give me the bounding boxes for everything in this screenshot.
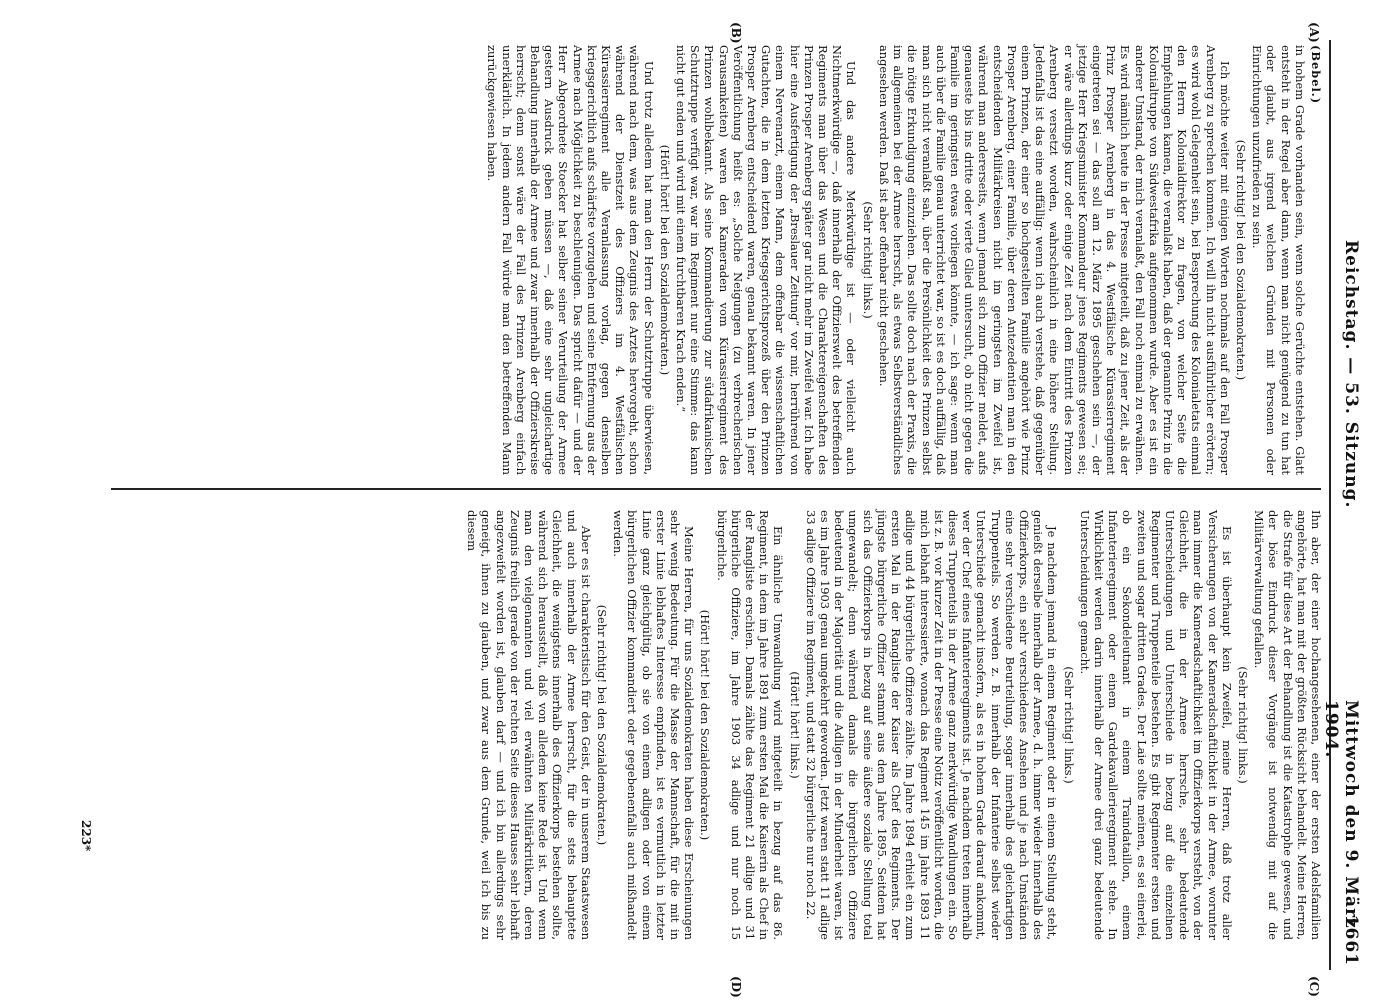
margin-marker-a: (A) (1307, 22, 1321, 43)
paragraph: Es ist überhaupt kein Zweifel, meine Herren, daß trotz aller Versicherungen von der Kameradschaftlichkeit in der Armee, worunter man immer die Kameradschaftlichkeit im Offizierkorps versteht, von der Gleichheit, die in der Armee herrsche, sehr bedeutende Unterscheidungen und Unterschiede in bezug auf die einzelnen Regimenter und Truppenteile bestehen. Es gibt Regimenter ersten und zweiten und sogar dritten Grades. Der Laie sollte meinen, es sei einerlei, ob ein Sekondeleutnant in einem Traindataillon, einem Infanterieregiment oder einem Gardekavallerieregiment stehe. In Wirklichkeit werden darin innerhalb der Armee drei ganz bedeutende Unterscheidungen gemacht. (1077, 510, 1234, 940)
interjection: (Sehr richtig! links.) (1061, 666, 1076, 784)
margin-marker-d: (D) (729, 976, 743, 998)
paragraph: Und trotz alledem hat man den Herrn der Schutztruppe überwiesen, während nach dem, was aus dem Zeugnis des Arztes hervorgeht, schon während der Dienstzeit des Offiziers im 4. Westfälischen Kürassierregiment alle Veranlassung vorlag, gegen denselben kriegsgerichtlich aufs schärfste vorzugehen und seine Entfernung aus der Armee nach Möglichkeit zu beschleunigen. Das spricht dafür — und der Herr Abgeordnete Stoecker hat selber seiner Verurteilung der Armee gestern Ausdruck geben müssen —, daß eine sehr ungleichartige Behandlung innerhalb der Armee und zwar innerhalb der Offizierskreise herrscht; denn sonst wäre der Fall des Prinzen Arenberg einfach unerklärlich. In jedem andern Fall würde man den betreffenden Mann zurückgewiesen haben. (485, 45, 656, 475)
paragraph: Aber es ist charakteristisch für den Geist, der in unserem Staatswesen und auch innerhalb der Armee herrscht, für die stets behauptete Gleichheit, die wenigstens innerhalb des Offizierkorps bestehen sollte, während sich herausstellt, daß von alledem keine Rede ist. Und wenn man den vielgenannten und viel erwähnten Militärkritikern, deren Zeugnis freilich gerade von der rechten Seite dieses Hauses sehr lebhaft angezweifelt worden ist, glauben darf — und ich bin allerdings sehr geneigt, ihnen zu glauben, und zwar aus dem Grunde, weil ich bis zu diesem (465, 510, 593, 940)
header-session-title: Reichstag. — 53. Sitzung. (1341, 240, 1361, 509)
interjection: (Hört! hört! bei den Sozialdemokraten.) (657, 144, 672, 376)
page-header (1321, 40, 1371, 970)
header-page-number: 1661 (1341, 914, 1361, 966)
paragraph: Ihn aber, der einer hochangesehenen, einer der ersten Adelsfamilien angehörte, hat man mit der größten Rücksicht behandelt. Meine Herren, die Strafe für diese Art der Behandlung ist die Katastrophe gewesen, und der böse Eindruck dieser Vorgänge ist notwendig mit auf die Militärverwaltung gefallen. (1252, 510, 1323, 940)
header-date: Mittwoch den 9. März 1904. (1321, 700, 1361, 929)
paragraph: Ein ähnliche Umwandlung wird mitgeteilt in bezug auf das 86. Regiment, in dem im Jahre 1891 zum ersten Mal die Kaiserin als Chef in der Rangliste erschien. Damals zählte das Regiment 21 adlige und 31 bürgerliche Offiziere, im Jahre 1903 34 adlige und nur noch 15 bürgerliche. (714, 510, 786, 940)
right-text-column (103, 510, 1323, 940)
signature-mark: 223* (79, 820, 93, 852)
interjection: (Sehr richtig! links.) (860, 201, 875, 319)
interjection: (Sehr richtig! bei den Sozialdemokraten.) (595, 604, 610, 846)
interjection: (Sehr richtig! links.) (1235, 666, 1250, 784)
paragraph: Je nachdem jemand in einem Regiment oder in einem Stellung steht, genießt derselbe innerhalb der Armee, d. h. immer wieder innerhalb des Offizierkorps, ein sehr verschiedenes Ansehen und je nach Umständen eine sehr verschiedene Beurteilung, sogar innerhalb des gleichartigen Truppenteils. So werden z. B. innerhalb der Infanterie selbst wieder Unterschiede gemacht insofern, als es in hohem Grade darauf ankommt, wer der Chef eines Infanterieregiments ist. Je nachdem treten innerhalb dieses Truppenteils in der Armee ganz merkwürdige Wandlungen ein. So ist z. B. vor kurzer Zeit in der Presse eine Notiz veröffentlicht worden, die mich lebhaft interessierte, wonach das Regiment 145 im Jahre 1893 11 adlige und 44 bürgerliche Offiziere zählte. Im Jahre 1894 erhielt ein zum ersten Mal in der Rangliste der Kaiser als Chef des Regiments. Der jüngste bürgerliche Offizier stammt aus dem Jahre 1895. Seitdem hat sich das Offizierkorps in bezug auf seine äußere soziale Stellung total umgewandelt; denn während damals die bürgerlichen Offiziere bedeutend in der Majorität und die Adligen in der Minderheit waren, ist es im Jahre 1903 genau umgekehrt geworden. Jetzt waren statt 11 adlige 33 adlige Offiziere im Regiment, und statt 32 bürgerliche nur noch 22. (803, 510, 1060, 940)
margin-marker-c: (C) (1307, 976, 1321, 997)
interjection: (Sehr richtig! bei den Sozialdemokraten.) (1233, 139, 1248, 381)
left-text-column (103, 45, 1323, 475)
column-divider (111, 488, 1321, 490)
speaker-name: (Bebel.) (1309, 45, 1323, 105)
interjection: (Hört! hört! bei den Sozialdemokraten.) (698, 609, 713, 841)
paragraph: Und das andere Merkwürdige ist — oder vielleicht auch Nichtmerkwürdige —, daß innerhalb der Offizierswelt des betreffenden Regiments man über das Wesen und die Charaktereigenschaften des Prinzen Prosper Arenberg später gar nicht mehr im Zweifel war. Ich habe hier eine Ausfertigung der „Breslauer Zeitung“ vor mir, herrührend von einem Nervenarzt, einem Mann, dem offenbar die wissenschaftlichen Gutachten, die in dem letzten Kriegsgerichtsprozeß über den Prinzen Prosper Arenberg entscheidend waren, genau bekannt waren. In jener Veröffentlichung heißt es: „Solche Neigungen (zu verbrecherischen Grausamkeiten) waren den Kameraden vom Kürassierregiment des Prinzen wohlbekannt. Als seine Kommandierung zur südafrikanischen Schutztruppe verfügt war, war im Regiment nur eine Stimme: das kann nicht gut enden und wird mit einem furchtbaren Krach enden.“ (674, 45, 859, 475)
paragraph: Meine Herren, für uns Sozialdemokraten haben diese Erscheinungen sehr wenig Bedeutung. Für die Masse der Mannschaft, für die mit in erster Linie lebhaftes Interesse empfinden, ist es vermutlich in letzter Linie ganz gleichgültig, ob sie von einem adligen oder von einem bürgerlichen Offizier kommandiert oder gegebenenfalls auch mißhandelt werden. (611, 510, 697, 940)
paragraph: Ich möchte weiter mit einigen Worten nochmals auf den Fall Prosper Arenberg zu sprechen kommen. Ich will ihn nicht ausführlicher erörtern; es wird wohl Gelegenheit sein, bei Besprechung des Kolonialetats einmal den Herrn Kolonialdirektor zu fragen, von welcher Seite die Empfehlungen kamen, die veranlaßt haben, daß der genannte Prinz in die Kolonialtruppe von Südwestafrika aufgenommen wurde. Aber es ist ein anderer Umstand, der mich veranlaßt, den Fall noch einmal zu erwähnen. Es wird nämlich heute in der Presse mitgeteilt, daß zu jener Zeit, als der Prinz Prosper Arenberg in das 4. Westfälische Kürassierregiment eingetreten sei — das soll am 12. März 1895 geschehen sein —, der jetzige Herr Kriegsminister Kommandeur jenes Regiments gewesen sei; er wäre allerdings kurz oder einige Zeit nach dem Eintritt des Prinzen Arenberg versetzt worden, wahrscheinlich in eine höhere Stellung. Jedenfalls ist das eine auffällig: wenn ich auch verstehe, daß gegenüber einem Prinzen, der einer so hochgestellten Familie angehört wie Prinz Prosper Arenberg, einer Familie, über deren Antezedentien man in den entscheidenden Militärkreisen nicht im geringsten im Zweifel ist, während man andererseits, wenn jemand sich zum Offizier meldet, aufs genaueste bis ins dritte oder vierte Glied untersucht, ob nicht gegen die Familie im geringsten etwas vorliegen könnte, — ich sage: wenn man auch über die Familie genau unterrichtet war, so ist es doch auffällig, daß man sich nicht veranlaßt sah, über die Persönlichkeit des Prinzen selbst die nötige Erkundigung einzuziehen. Das sollte doch nach der Praxis, die im allgemeinen bei der Armee herrscht, als etwas Selbstverständliches angesehen werden. Daß ist aber offenbar nicht geschehen. (876, 45, 1232, 475)
margin-marker-b: (B) (729, 22, 743, 44)
interjection: (Hört! hört! links.) (787, 671, 802, 779)
paragraph: in hohem Grade vorhanden sein, wenn solche Gerüchte entstehen. Glatt entsteht in der Regel aber dann, wenn man nicht genügend zu tun hat oder glaubt, aus irgend welchen Gründen mit Personen oder Einrichtungen unzufrieden zu sein. (1250, 45, 1307, 475)
